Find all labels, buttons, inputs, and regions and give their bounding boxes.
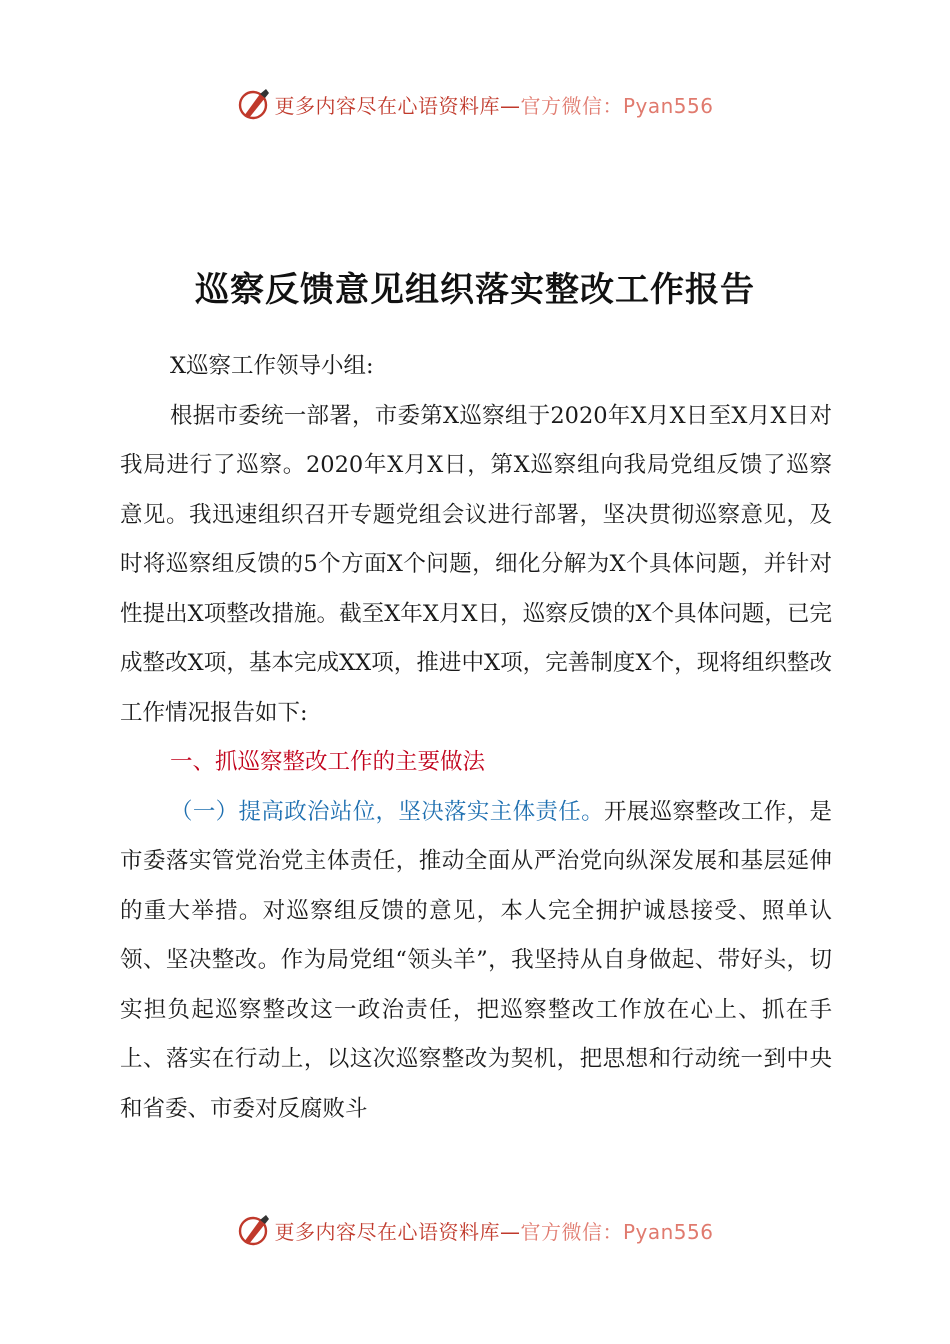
- banner-text: 更多内容尽在心语资料库—官方微信：Pyan556: [274, 1219, 714, 1244]
- salutation: X巡察工作领导小组:: [170, 353, 374, 379]
- intro-paragraph: 根据市委统一部署，市委第X巡察组于2020年X月X日至X月X日对我局进行了巡察。2020年X月X日，第X巡察组向我局党组反馈了巡察意见。我迅速组织召开专题党组会议进行部署，坚决贯彻巡察意见，及时将巡察组反馈的5个方面X个问题，细化分解为X个具体问题，并针对性提出X项整改措施。截至X年X月X日，巡察反馈的X个具体问题，已完成整改X项，基本完成XX项，推进中X项，完善制度X个，现将组织整改工作情况报告如下:: [120, 402, 832, 726]
- document-body: [120, 342, 832, 1134]
- section-heading: 一、抓巡察整改工作的主要做法: [170, 749, 486, 775]
- subsection-body: 开展巡察整改工作，是市委落实管党治党主体责任，推动全面从严治党向纵深发展和基层延伸的重大举措。对巡察组反馈的意见，本人完全拥护诚恳接受、照单认领、坚决整改。作为局党组“领头羊”，我坚持从自身做起、带好头，切实担负起巡察整改这一政治责任，把巡察整改工作放在心上、抓在手上、落实在行动上，以这次巡察整改为契机，把思想和行动统一到中央和省委、市委对反腐败斗: [120, 798, 832, 1122]
- pen-nib-circle-icon: [236, 86, 272, 122]
- banner-text: 更多内容尽在心语资料库—官方微信：Pyan556: [274, 93, 714, 118]
- footer-banner: [0, 1210, 950, 1250]
- subsection-paragraph: [120, 788, 832, 1135]
- header-banner: [0, 84, 950, 124]
- pen-nib-circle-icon: [236, 1212, 272, 1248]
- document-title: 巡察反馈意见组织落实整改工作报告: [195, 270, 755, 310]
- subsection-heading: （一）提高政治站位，坚决落实主体责任。: [170, 798, 604, 825]
